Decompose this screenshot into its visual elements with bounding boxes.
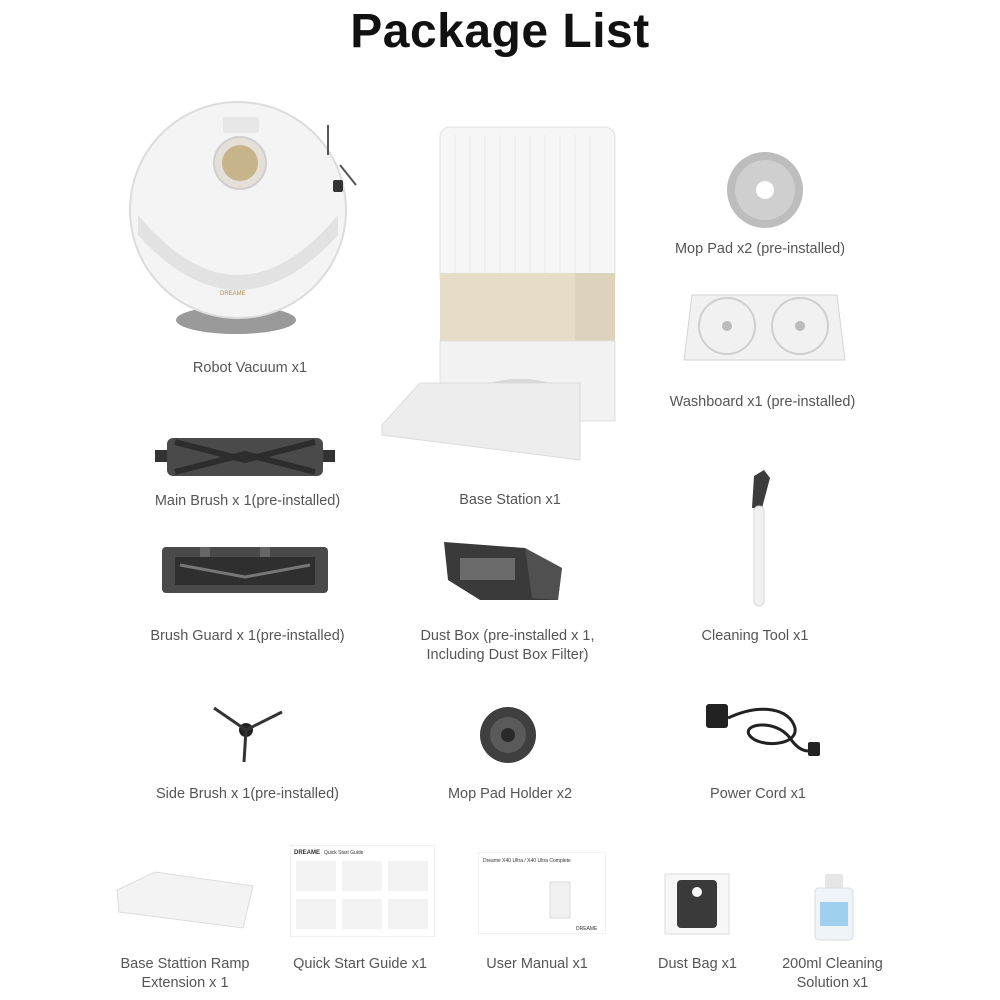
caption-robot-vacuum: Robot Vacuum x1: [192, 360, 308, 376]
mop-pad-holder-image: [478, 705, 538, 765]
side-brush-image: [210, 702, 285, 764]
caption-cleaning-solution: [760, 955, 905, 993]
brand-logo: DREAME: [220, 291, 246, 297]
caption-ramp-line2: Extension x 1: [141, 975, 229, 991]
guide-brand: DREAME: [294, 850, 321, 856]
manual-header: Dreame X40 Ultra / X40 Ultra Complete: [483, 858, 571, 864]
caption-washboard: Washboard x1 (pre-installed): [669, 394, 856, 410]
base-station-image: [380, 125, 620, 465]
guide-header: Quick Start Guide: [324, 850, 364, 856]
caption-brush-guard: Brush Guard x 1(pre-installed): [150, 628, 345, 644]
page-title: Package List: [350, 5, 650, 58]
caption-user-manual: User Manual x1: [486, 956, 588, 972]
washboard-image: [682, 290, 847, 365]
caption-mop-pad-holder: Mop Pad Holder x2: [447, 786, 573, 802]
caption-quick-start-guide: Quick Start Guide x1: [293, 956, 427, 972]
user-manual-image: [478, 852, 606, 934]
caption-ramp-extension: [85, 955, 285, 993]
cleaning-tool-image: [740, 468, 780, 613]
caption-ramp-line1: Base Stattion Ramp: [120, 956, 250, 972]
dust-box-image: [440, 540, 565, 605]
quick-start-guide-image: [290, 845, 435, 937]
caption-dust-bag: Dust Bag x1: [658, 956, 737, 972]
caption-side-brush: Side Brush x 1(pre-installed): [156, 786, 339, 802]
caption-dust-box: [395, 627, 620, 665]
caption-main-brush: Main Brush x 1(pre-installed): [154, 493, 341, 509]
mop-pad-image: [725, 150, 805, 230]
caption-dust-box-line1: Dust Box (pre-installed x 1,: [420, 628, 595, 644]
caption-base-station: Base Station x1: [459, 492, 561, 508]
caption-solution-line2: Solution x1: [796, 975, 869, 991]
caption-solution-line1: 200ml Cleaning: [782, 956, 883, 972]
power-cord-image: [700, 698, 825, 766]
caption-dust-box-line2: Including Dust Box Filter): [426, 647, 589, 663]
ramp-extension-image: [115, 870, 255, 930]
main-brush-image: [155, 432, 335, 482]
manual-brand: DREAME: [576, 926, 598, 932]
cleaning-solution-image: [812, 872, 857, 942]
brush-guard-image: [160, 545, 330, 595]
caption-power-cord: Power Cord x1: [710, 786, 806, 802]
caption-cleaning-tool: Cleaning Tool x1: [701, 628, 809, 644]
dust-bag-image: [663, 872, 731, 936]
caption-mop-pad: Mop Pad x2 (pre-installed): [674, 241, 846, 257]
robot-vacuum-image: [128, 95, 368, 340]
